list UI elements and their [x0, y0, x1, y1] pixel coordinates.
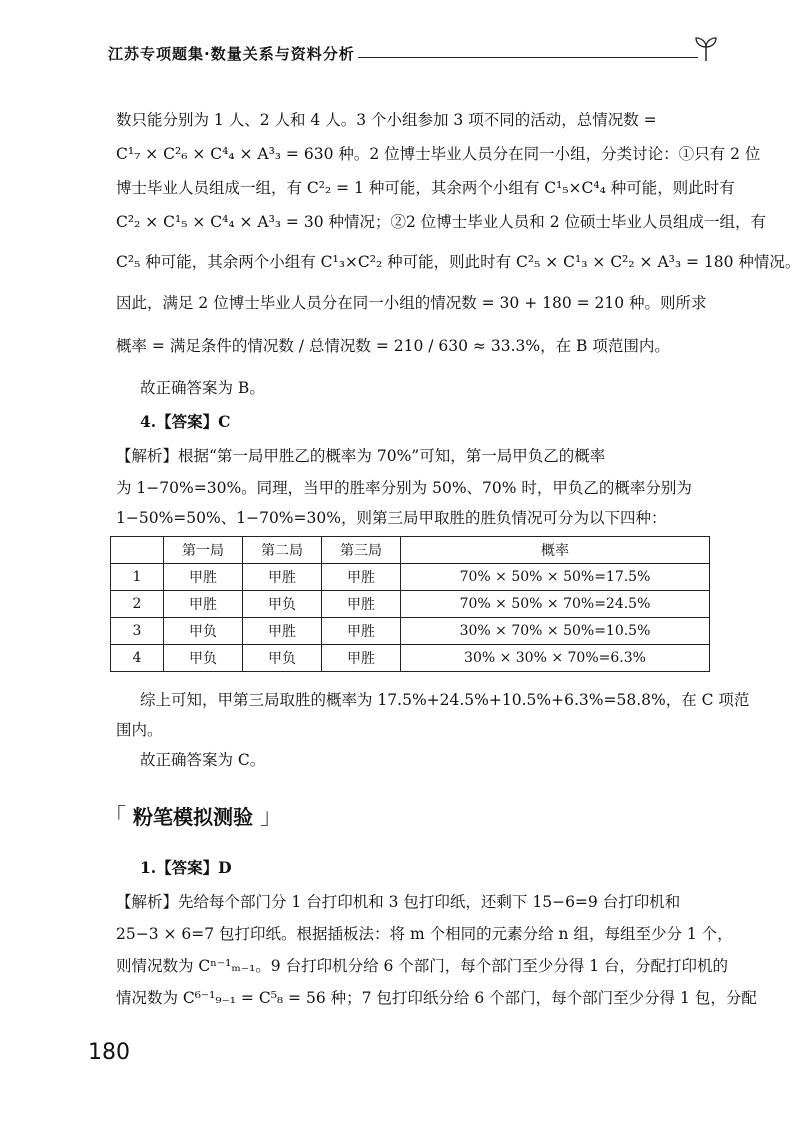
answer-label: 4.【答案】C	[140, 412, 231, 431]
table-row	[111, 591, 710, 618]
body-line: 【解析】先给每个部门分 1 台打印机和 3 包打印纸，还剩下 15−6=9 台打印机和	[116, 893, 681, 911]
table-header-row	[111, 537, 710, 564]
section-title: 粉笔模拟测验	[132, 805, 253, 829]
table-cell: 甲负	[164, 645, 243, 672]
body-line: 因此，满足 2 位博士毕业人员分在同一小组的情况数 = 30 + 180 = 210 种。则所求	[116, 294, 707, 312]
table-header-cell: 第三局	[322, 537, 401, 564]
section-heading	[104, 800, 282, 831]
body-line: 综上可知，甲第三局取胜的概率为 17.5%+24.5%+10.5%+6.3%=58.8%，在 C 项范	[140, 691, 750, 709]
table-cell: 甲胜	[164, 564, 243, 591]
table-cell: 甲胜	[243, 564, 322, 591]
table-cell: 2	[111, 591, 164, 618]
body-line: 概率 = 满足条件的情况数 / 总情况数 = 210 / 630 ≈ 33.3%，在 B 项范围内。	[116, 337, 670, 355]
body-line: C¹₇ × C²₆ × C⁴₄ × A³₃ = 630 种。2 位博士毕业人员分在同一小组，分类讨论：①只有 2 位	[116, 145, 761, 163]
section-bracket-close: 」	[259, 805, 282, 830]
table-cell: 甲负	[243, 591, 322, 618]
table-row	[111, 564, 710, 591]
header-rule	[358, 57, 698, 58]
body-line: C²₅ 种可能，其余两个小组有 C¹₃×C²₂ 种可能，则此时有 C²₅ × C¹₃ × C²₂ × A³₃ = 180 种情况。	[116, 253, 800, 271]
table-header-cell: 概率	[401, 537, 710, 564]
table-cell: 4	[111, 645, 164, 672]
body-line: 为 1−70%=30%。同理，当甲的胜率分别为 50%、70% 时，甲负乙的概率分别为	[116, 479, 692, 497]
table-cell: 甲胜	[164, 591, 243, 618]
header-title: 江苏专项题集·数量关系与资料分析	[108, 45, 355, 63]
body-line: 围内。	[116, 721, 163, 739]
running-header	[108, 40, 718, 68]
table-cell: 70% × 50% × 50%=17.5%	[401, 564, 710, 591]
body-line: 故正确答案为 C。	[140, 751, 266, 769]
body-line: 【解析】根据“第一局甲胜乙的概率为 70%”可知，第一局甲负乙的概率	[116, 447, 606, 465]
table-header-cell: 第一局	[164, 537, 243, 564]
body-line: 故正确答案为 B。	[140, 379, 265, 397]
table-header-cell	[111, 537, 164, 564]
body-line: 数只能分别为 1 人、2 人和 4 人。3 个小组参加 3 项不同的活动，总情况数 =	[116, 111, 657, 129]
table-cell: 甲胜	[322, 591, 401, 618]
table-cell: 3	[111, 618, 164, 645]
table-cell: 30% × 70% × 50%=10.5%	[401, 618, 710, 645]
table-header-cell: 第二局	[243, 537, 322, 564]
sprout-icon	[694, 36, 718, 62]
body-line: 博士毕业人员组成一组，有 C²₂ = 1 种可能，其余两个小组有 C¹₅×C⁴₄ 种可能，则此时有	[116, 179, 735, 197]
probability-table	[110, 536, 710, 672]
table-cell: 甲胜	[243, 618, 322, 645]
table-cell: 30% × 30% × 70%=6.3%	[401, 645, 710, 672]
body-line: 25−3 × 6=7 包打印纸。根据插板法：将 m 个相同的元素分给 n 组，每组至少分 1 个，	[116, 925, 733, 943]
table-cell: 甲胜	[322, 618, 401, 645]
body-line: 则情况数为 Cⁿ⁻¹ₘ₋₁。9 台打印机分给 6 个部门，每个部门至少分得 1 台，分配打印机的	[116, 957, 729, 975]
table-cell: 甲负	[164, 618, 243, 645]
table-cell: 甲胜	[322, 564, 401, 591]
table-cell: 甲胜	[322, 645, 401, 672]
body-line: 1−50%=50%、1−70%=30%，则第三局甲取胜的胜负情况可分为以下四种：	[116, 509, 667, 527]
page-number: 180	[88, 1040, 130, 1065]
body-line: C²₂ × C¹₅ × C⁴₄ × A³₃ = 30 种情况；②2 位博士毕业人员和 2 位硕士毕业人员组成一组，有	[116, 213, 767, 231]
table-row	[111, 618, 710, 645]
answer-label: 1.【答案】D	[140, 858, 232, 877]
section-bracket-open: 「	[104, 805, 127, 830]
table-cell: 70% × 50% × 70%=24.5%	[401, 591, 710, 618]
table-cell: 甲负	[243, 645, 322, 672]
table-cell: 1	[111, 564, 164, 591]
table-row	[111, 645, 710, 672]
body-line: 情况数为 C⁶⁻¹₉₋₁ = C⁵₈ = 56 种；7 包打印纸分给 6 个部门，每个部门至少分得 1 包，分配	[116, 989, 757, 1007]
